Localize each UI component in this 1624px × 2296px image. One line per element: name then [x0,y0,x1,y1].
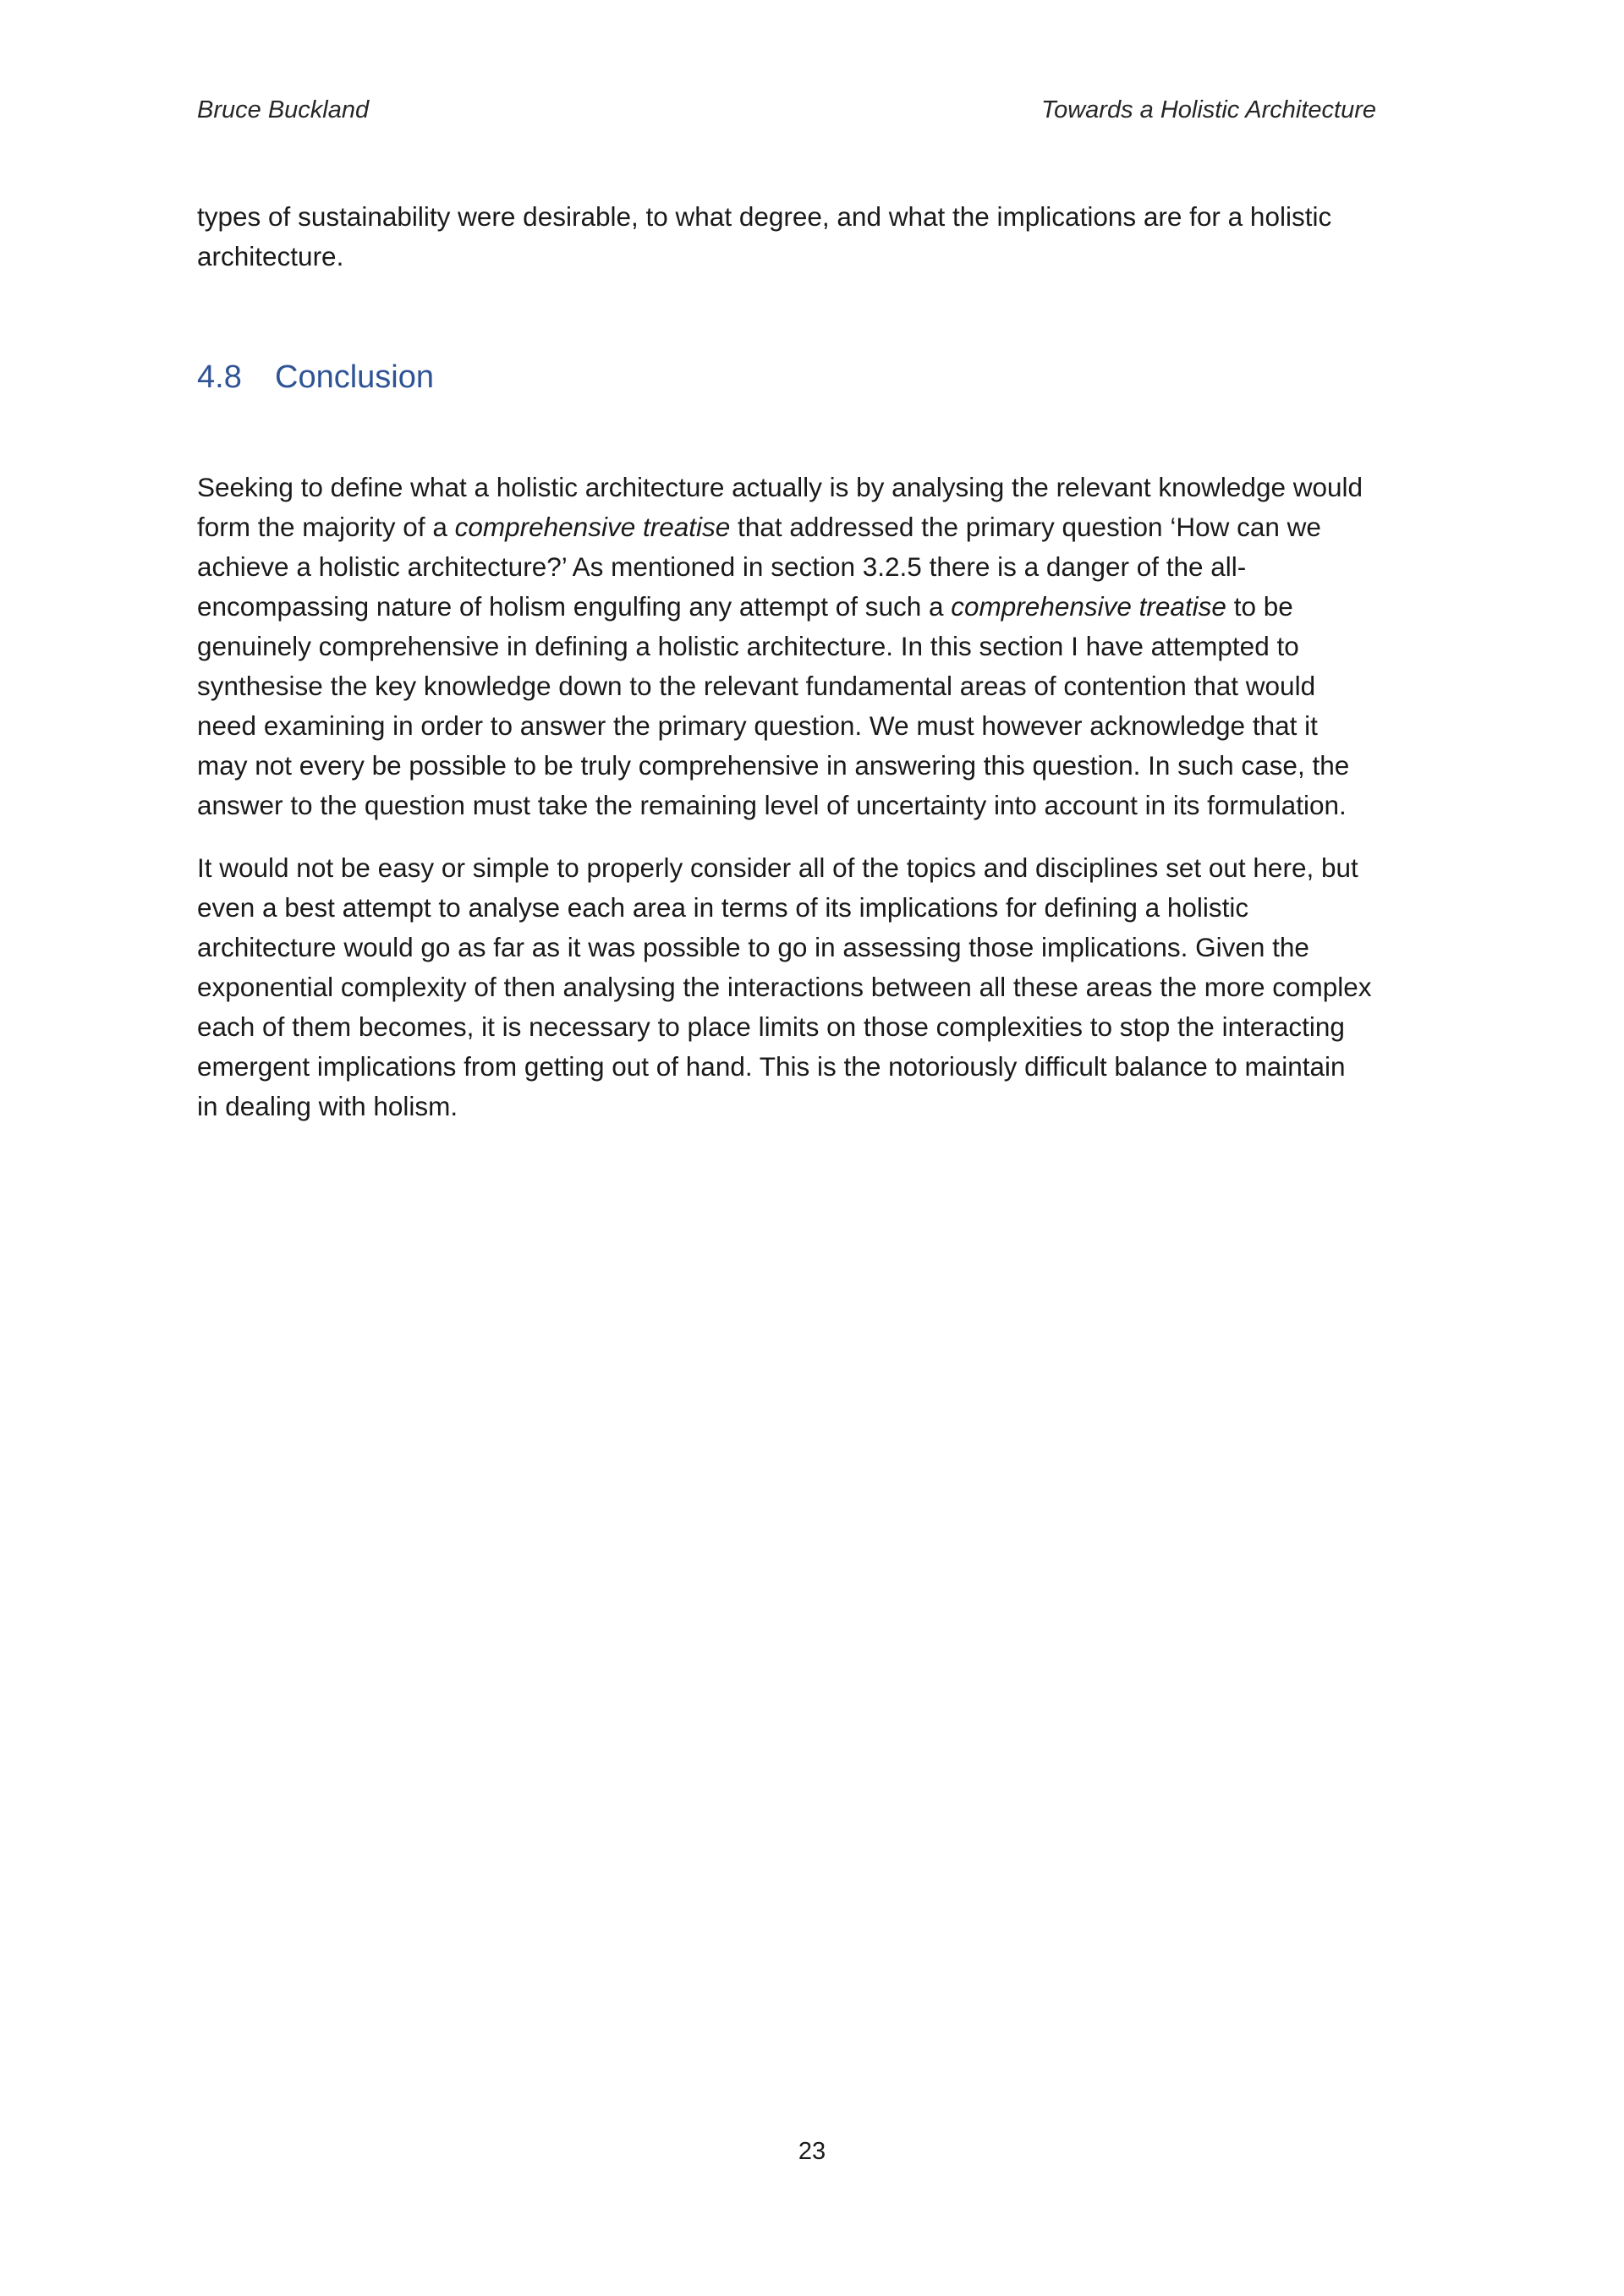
paragraph-line [197,587,1449,627]
intro-line: architecture. [197,241,344,271]
section-heading [197,359,434,396]
intro-line: types of sustainability were desirable, to what degree, and what the implications are for a holistic [197,201,1332,232]
paragraph-line: each of them becomes, it is necessary to place limits on those complexities to stop the interacting [197,1011,1345,1042]
paragraph-line: architecture would go as far as it was possible to go in assessing those implications. Given the [197,932,1309,962]
text-run: that addressed the primary question ‘How can we [730,512,1321,542]
paragraph-line: synthesise the key knowledge down to the relevant fundamental areas of contention that would [197,671,1316,701]
paragraph-line: in dealing with holism. [197,1091,458,1121]
header-document-title: Towards a Holistic Architecture [1041,96,1376,123]
paragraph-line: emergent implications from getting out of hand. This is the notoriously difficult balance to maintain [197,1051,1346,1082]
paragraph-line: achieve a holistic architecture?’ As mentioned in section 3.2.5 there is a danger of the all- [197,551,1247,582]
text-run: to be [1226,591,1293,622]
emphasis-text: comprehensive treatise [454,512,731,542]
paragraph-line: need examining in order to answer the primary question. We must however acknowledge that it [197,710,1318,741]
paragraph-line [197,507,1449,547]
paragraph-line: Seeking to define what a holistic architecture actually is by analysing the relevant knowledge would [197,472,1363,502]
paragraph-line: genuinely comprehensive in defining a holistic architecture. In this section I have attempted to [197,631,1299,661]
paragraph-line: even a best attempt to analyse each area in terms of its implications for defining a holistic [197,892,1249,923]
paragraph-line: It would not be easy or simple to properly consider all of the topics and disciplines set out here, but [197,852,1358,883]
conclusion-paragraph-2 [197,848,1449,1126]
paragraph-line: exponential complexity of then analysing the interactions between all these areas the more complex [197,972,1372,1002]
conclusion-paragraph-1 [197,468,1449,825]
section-number: 4.8 [197,359,242,395]
header-author: Bruce Buckland [197,96,370,123]
section-title: Conclusion [275,359,434,395]
running-header [197,96,1376,130]
emphasis-text: comprehensive treatise [951,591,1226,622]
text-run: encompassing nature of holism engulfing any attempt of such a [197,591,952,622]
paragraph-line: may not every be possible to be truly comprehensive in answering this question. In such case, the [197,750,1350,781]
intro-paragraph [197,197,1449,277]
text-run: form the majority of a [197,512,455,542]
page-number: 23 [798,2138,826,2165]
paragraph-line: answer to the question must take the remaining level of uncertainty into account in its formulation. [197,790,1347,820]
